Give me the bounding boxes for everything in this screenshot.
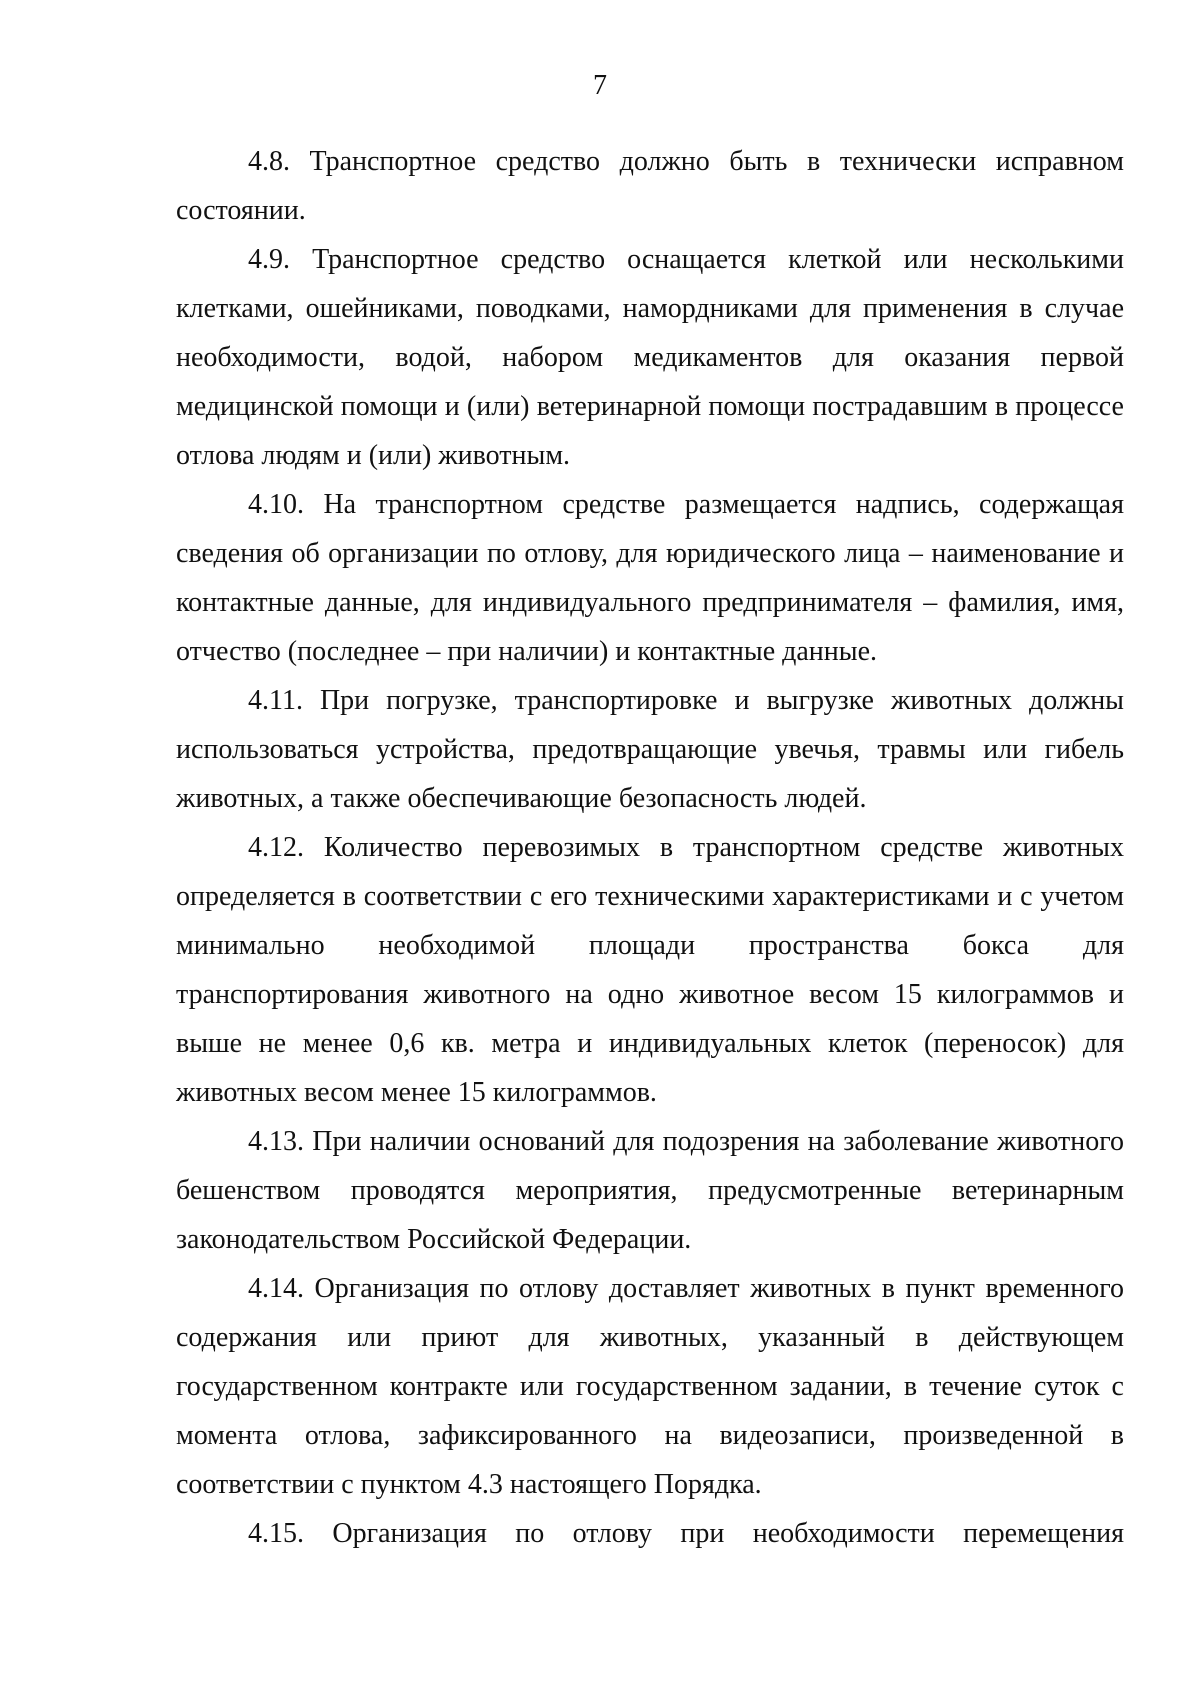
paragraph-4-14: 4.14. Организация по отлову доставляет животных в пункт временного содержания или приют для животных, указанный в действующем государственном контракте или государственном задании, в течение суток с момента отлова, зафиксированного на видеозаписи, произведенной в соответствии с пунктом 4.3 настоящего Порядка. (176, 1273, 1124, 1500)
paragraph-4-15: 4.15. Организация по отлову при необходимости перемещения (248, 1518, 1124, 1549)
document-body (176, 137, 1124, 1558)
paragraph-4-9: 4.9. Транспортное средство оснащается клеткой или несколькими клетками, ошейниками, поводками, намордниками для применения в случае необходимости, водой, набором медикаментов для оказания первой медицинской помощи и (или) ветеринарной помощи пострадавшим в процессе отлова людям и (или) животным. (176, 244, 1124, 471)
paragraph-4-11: 4.11. При погрузке, транспортировке и выгрузке животных должны использоваться устройства, предотвращающие увечья, травмы или гибель животных, а также обеспечивающие безопасность людей. (176, 685, 1124, 814)
paragraph-4-12: 4.12. Количество перевозимых в транспортном средстве животных определяется в соответствии с его техническими характеристиками и с учетом минимально необходимой площади пространства бокса для транспортирования животного на одно животное весом 15 килограммов и выше не менее 0,6 кв. метра и индивидуальных клеток (переносок) для животных весом менее 15 килограммов. (176, 832, 1124, 1108)
paragraph-4-8: 4.8. Транспортное средство должно быть в технически исправном состоянии. (176, 146, 1124, 226)
paragraph-4-10: 4.10. На транспортном средстве размещается надпись, содержащая сведения об организации по отлову, для юридического лица – наименование и контактные данные, для индивидуального предпринимателя – фамилия, имя, отчество (последнее – при наличии) и контактные данные. (176, 489, 1124, 667)
paragraph-4-13: 4.13. При наличии оснований для подозрения на заболевание животного бешенством проводятся мероприятия, предусмотренные ветеринарным законодательством Российской Федерации. (176, 1126, 1124, 1255)
page-number: 7 (593, 70, 607, 101)
